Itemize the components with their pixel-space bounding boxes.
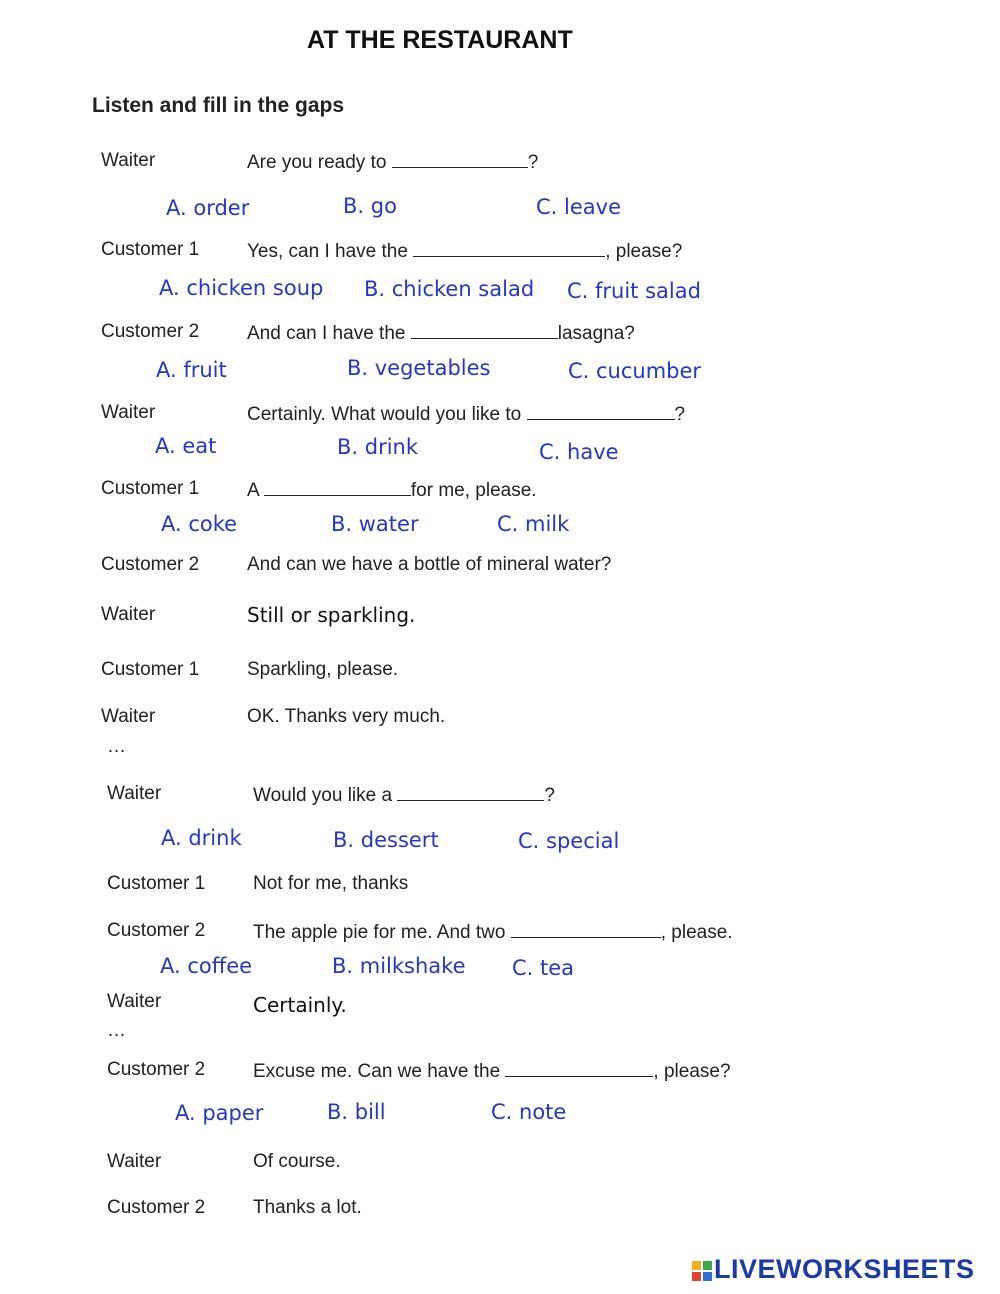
answer-option[interactable]: A. drink (161, 826, 242, 850)
dialogue-line: Of course. (253, 1151, 341, 1172)
line-text: And can I have the (247, 323, 411, 344)
answer-option[interactable]: C. leave (536, 195, 621, 219)
dialogue-line (247, 239, 682, 263)
line-text: Would you like a (253, 785, 398, 806)
speaker-label: Customer 1 (101, 659, 200, 680)
answer-gap (511, 920, 661, 938)
speaker-label: Waiter (107, 991, 162, 1012)
answer-gap (397, 783, 544, 801)
speaker-label: Customer 2 (107, 1197, 206, 1218)
answer-option[interactable]: B. chicken salad (364, 277, 535, 301)
answer-option[interactable]: B. bill (327, 1100, 386, 1124)
line-text: The apple pie for me. And two (253, 922, 511, 943)
answer-option[interactable]: B. dessert (333, 828, 439, 852)
answer-option[interactable]: B. vegetables (347, 356, 491, 380)
ellipsis: … (107, 1020, 126, 1041)
dialogue-line: Thanks a lot. (253, 1197, 362, 1218)
answer-option[interactable]: B. drink (337, 435, 419, 459)
answer-option[interactable]: C. have (539, 440, 619, 464)
answer-option[interactable]: B. water (331, 512, 419, 536)
dialogue-line (247, 321, 635, 345)
speaker-label: Waiter (101, 706, 156, 727)
speaker-label: Waiter (107, 783, 162, 804)
ellipsis: … (107, 736, 126, 757)
speaker-label: Customer 1 (101, 239, 200, 260)
answer-option[interactable]: A. fruit (156, 358, 227, 382)
answer-option[interactable]: B. milkshake (332, 954, 466, 978)
answer-option[interactable]: A. order (166, 196, 250, 220)
speaker-label: Customer 2 (107, 920, 206, 941)
answer-option[interactable]: B. go (343, 194, 397, 218)
line-text: , please. (660, 922, 733, 943)
liveworksheets-logo-text: LIVEWORKSHEETS (714, 1254, 975, 1284)
answer-option[interactable]: A. chicken soup (159, 276, 324, 300)
liveworksheets-logo-icon (692, 1261, 712, 1281)
dialogue-line: Sparkling, please. (247, 659, 399, 680)
handwritten-line: Still or sparkling. (247, 603, 416, 627)
answer-gap (505, 1059, 653, 1077)
worksheet-instructions: Listen and fill in the gaps (92, 94, 345, 117)
line-text: lasagna? (557, 323, 635, 344)
line-text: , please? (653, 1061, 731, 1082)
answer-option[interactable]: C. special (518, 829, 620, 853)
line-text: ? (544, 785, 555, 806)
dialogue-line (253, 1059, 731, 1083)
line-text: Yes, can I have the (247, 241, 414, 262)
line-text: , please? (605, 241, 683, 262)
worksheet-title: AT THE RESTAURANT (307, 26, 573, 54)
speaker-label: Customer 2 (101, 554, 200, 575)
liveworksheets-logo[interactable] (692, 1254, 975, 1285)
answer-gap (527, 402, 675, 420)
speaker-label: Customer 1 (107, 873, 206, 894)
speaker-label: Waiter (101, 402, 156, 423)
speaker-label: Waiter (101, 150, 156, 171)
answer-gap (411, 321, 558, 339)
line-text: ? (527, 152, 539, 173)
speaker-label: Waiter (101, 604, 156, 625)
line-text: Excuse me. Can we have the (253, 1061, 506, 1082)
line-text: Are you ready to (247, 152, 392, 173)
dialogue-line (247, 402, 685, 426)
dialogue-line (253, 783, 555, 807)
handwritten-line: Certainly. (253, 993, 347, 1017)
speaker-label: Customer 1 (101, 478, 200, 499)
dialogue-line: OK. Thanks very much. (247, 706, 446, 727)
answer-option[interactable]: A. eat (155, 434, 217, 458)
answer-gap (392, 150, 528, 168)
line-text: for me, please. (410, 480, 537, 501)
answer-gap (413, 239, 605, 257)
dialogue-line (247, 150, 538, 174)
dialogue-line (247, 478, 537, 502)
answer-gap (264, 478, 411, 496)
answer-option[interactable]: A. paper (175, 1101, 264, 1125)
dialogue-line (253, 920, 733, 944)
answer-option[interactable]: A. coke (161, 512, 238, 536)
answer-option[interactable]: C. note (491, 1100, 567, 1124)
answer-option[interactable]: C. tea (512, 956, 575, 980)
line-text: Certainly. What would you like to (247, 404, 527, 425)
speaker-label: Customer 2 (101, 321, 200, 342)
answer-option[interactable]: C. cucumber (568, 359, 702, 383)
answer-option[interactable]: A. coffee (160, 954, 253, 978)
line-text: A (247, 480, 264, 501)
answer-option[interactable]: C. fruit salad (567, 279, 701, 303)
speaker-label: Customer 2 (107, 1059, 206, 1080)
answer-option[interactable]: C. milk (497, 512, 570, 536)
speaker-label: Waiter (107, 1151, 162, 1172)
line-text: ? (674, 404, 686, 425)
dialogue-line: And can we have a bottle of mineral water? (247, 554, 612, 575)
dialogue-line: Not for me, thanks (253, 873, 409, 894)
